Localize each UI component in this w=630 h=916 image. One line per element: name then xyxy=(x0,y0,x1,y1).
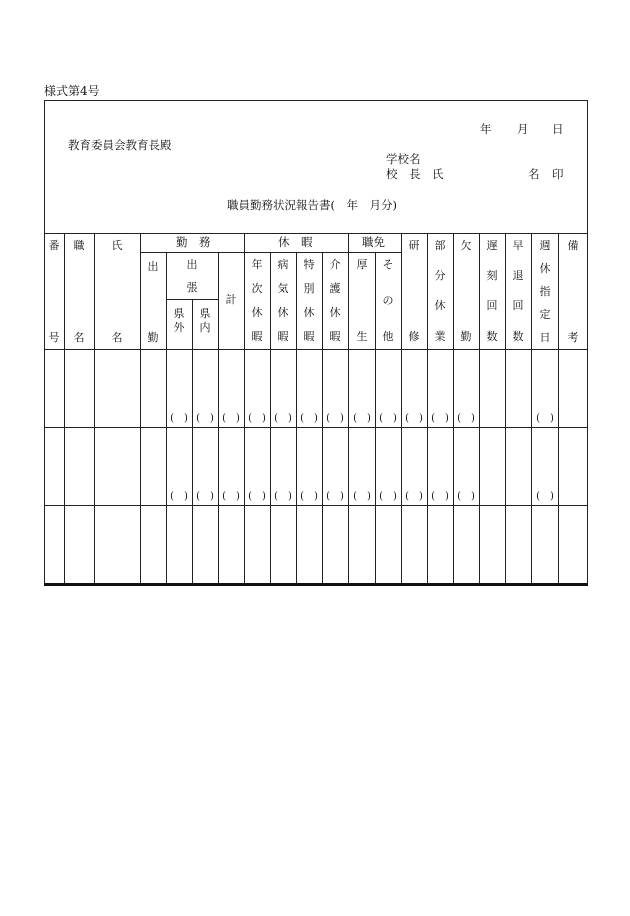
paren-marker: ( ) xyxy=(405,413,423,424)
col-sotai-1: 早 xyxy=(512,239,524,252)
paren-marker: ( ) xyxy=(274,413,292,424)
col-chikoku-2: 刻 xyxy=(486,269,498,282)
date-year-label: 年 xyxy=(480,122,492,136)
col-line xyxy=(192,299,193,583)
col-line xyxy=(244,233,245,583)
addressee: 教育委員会教育長殿 xyxy=(68,138,172,152)
paren-marker: ( ) xyxy=(326,491,344,502)
col-line xyxy=(140,233,141,583)
col-line xyxy=(94,233,95,583)
col-tokubetsu-2: 別 xyxy=(303,282,315,295)
col-kei: 計 xyxy=(225,293,237,306)
col-kekkin-bottom: 勤 xyxy=(460,330,472,343)
paren-marker: ( ) xyxy=(405,491,423,502)
col-kosei-top: 厚 xyxy=(356,258,368,271)
principal-title: 校 長 氏 xyxy=(386,167,444,181)
col-shukyu-1: 週 xyxy=(539,239,551,252)
col-sonota-2: の xyxy=(382,294,394,307)
col-kenshu-bottom: 修 xyxy=(408,330,420,343)
table-top-line xyxy=(44,233,588,234)
col-byoki-2: 気 xyxy=(277,282,289,295)
form-number: 様式第4号 xyxy=(44,84,100,98)
paren-marker: ( ) xyxy=(222,491,240,502)
col-sonota-3: 他 xyxy=(382,330,394,343)
col-nenji-4: 暇 xyxy=(251,330,263,343)
col-kaigo-4: 暇 xyxy=(329,330,341,343)
col-tokubetsu-3: 休 xyxy=(303,306,315,319)
col-chikoku-3: 回 xyxy=(486,299,498,312)
header-bottom-line xyxy=(44,349,588,350)
col-line xyxy=(401,233,402,583)
col-shi-bottom: 名 xyxy=(111,331,123,344)
col-kennai-2: 内 xyxy=(199,321,211,334)
col-kaigo-2: 護 xyxy=(329,282,341,295)
col-nenji-2: 次 xyxy=(251,282,263,295)
col-line xyxy=(558,233,559,583)
paren-marker: ( ) xyxy=(431,413,449,424)
col-nenji-1: 年 xyxy=(251,258,263,271)
col-line xyxy=(479,233,480,583)
paren-marker: ( ) xyxy=(457,491,475,502)
group-divider-line xyxy=(141,252,401,253)
col-bubun-4: 業 xyxy=(434,330,446,343)
col-kosei-bottom: 生 xyxy=(356,330,368,343)
col-bubun-1: 部 xyxy=(434,239,446,252)
date-day-label: 日 xyxy=(552,122,564,136)
paren-marker: ( ) xyxy=(170,491,188,502)
col-line xyxy=(505,233,506,583)
col-biko-bottom: 考 xyxy=(567,331,579,344)
paren-marker: ( ) xyxy=(379,491,397,502)
col-kaigo-3: 休 xyxy=(329,306,341,319)
col-sotai-2: 退 xyxy=(512,269,524,282)
col-kennai-1: 県 xyxy=(199,307,211,320)
col-shoku-top: 職 xyxy=(73,239,85,252)
col-tokubetsu-1: 特 xyxy=(303,258,315,271)
principal-name-label: 名 xyxy=(528,167,540,181)
group-kyuka: 休 暇 xyxy=(278,235,313,249)
paren-marker: ( ) xyxy=(300,413,318,424)
col-chikoku-1: 遅 xyxy=(486,239,498,252)
paren-marker: ( ) xyxy=(196,413,214,424)
col-kaigo-1: 介 xyxy=(329,258,341,271)
paren-marker: ( ) xyxy=(326,413,344,424)
row-divider-2 xyxy=(44,505,588,506)
seal-mark: 印 xyxy=(552,167,564,181)
report-title: 職員勤務状況報告書( 年 月分) xyxy=(227,198,397,212)
school-name-label: 学校名 xyxy=(386,152,421,166)
paren-marker: ( ) xyxy=(379,413,397,424)
report-form xyxy=(44,100,588,586)
row-divider-1 xyxy=(44,427,588,428)
paren-marker: ( ) xyxy=(248,413,266,424)
col-line xyxy=(348,233,349,583)
col-biko-top: 備 xyxy=(567,239,579,252)
col-byoki-4: 暇 xyxy=(277,330,289,343)
col-shukkin-bottom: 勤 xyxy=(147,331,159,344)
paren-marker: ( ) xyxy=(431,491,449,502)
col-sonota-1: そ xyxy=(382,258,394,271)
col-bubun-3: 休 xyxy=(434,299,446,312)
col-kekkin-top: 欠 xyxy=(460,239,472,252)
col-shukyu-2: 休 xyxy=(539,262,551,275)
col-ban-bottom: 号 xyxy=(48,331,60,344)
col-bubun-2: 分 xyxy=(434,269,446,282)
col-shi-top: 氏 xyxy=(111,239,123,252)
col-shucho-1: 出 xyxy=(186,258,198,271)
col-kengai-2: 外 xyxy=(173,321,185,334)
date-month-label: 月 xyxy=(517,122,529,136)
group-shokumen: 職免 xyxy=(362,235,385,249)
table-bottom-line xyxy=(44,583,588,586)
paren-marker: ( ) xyxy=(536,491,554,502)
col-nenji-3: 休 xyxy=(251,306,263,319)
paren-marker: ( ) xyxy=(248,491,266,502)
paren-marker: ( ) xyxy=(222,413,240,424)
paren-marker: ( ) xyxy=(300,491,318,502)
col-chikoku-4: 数 xyxy=(486,330,498,343)
col-shukyu-4: 定 xyxy=(539,308,551,321)
col-kenshu-top: 研 xyxy=(408,239,420,252)
paren-marker: ( ) xyxy=(274,491,292,502)
paren-marker: ( ) xyxy=(170,413,188,424)
col-line xyxy=(453,233,454,583)
col-line xyxy=(64,233,65,583)
paren-marker: ( ) xyxy=(536,413,554,424)
col-tokubetsu-4: 暇 xyxy=(303,330,315,343)
col-byoki-3: 休 xyxy=(277,306,289,319)
col-line xyxy=(427,233,428,583)
col-shukyu-5: 日 xyxy=(539,331,551,344)
group-kinmu: 勤 務 xyxy=(176,235,211,249)
paren-marker: ( ) xyxy=(353,491,371,502)
col-byoki-1: 病 xyxy=(277,258,289,271)
col-shucho-2: 張 xyxy=(186,281,198,294)
col-sotai-3: 回 xyxy=(512,299,524,312)
col-shukyu-3: 指 xyxy=(539,285,551,298)
col-line xyxy=(531,233,532,583)
col-shoku-bottom: 名 xyxy=(73,331,85,344)
col-sotai-4: 数 xyxy=(512,330,524,343)
paren-marker: ( ) xyxy=(353,413,371,424)
col-ban-top: 番 xyxy=(48,239,60,252)
paren-marker: ( ) xyxy=(457,413,475,424)
col-shukkin-top: 出 xyxy=(147,260,159,273)
paren-marker: ( ) xyxy=(196,491,214,502)
col-kengai-1: 県 xyxy=(173,307,185,320)
